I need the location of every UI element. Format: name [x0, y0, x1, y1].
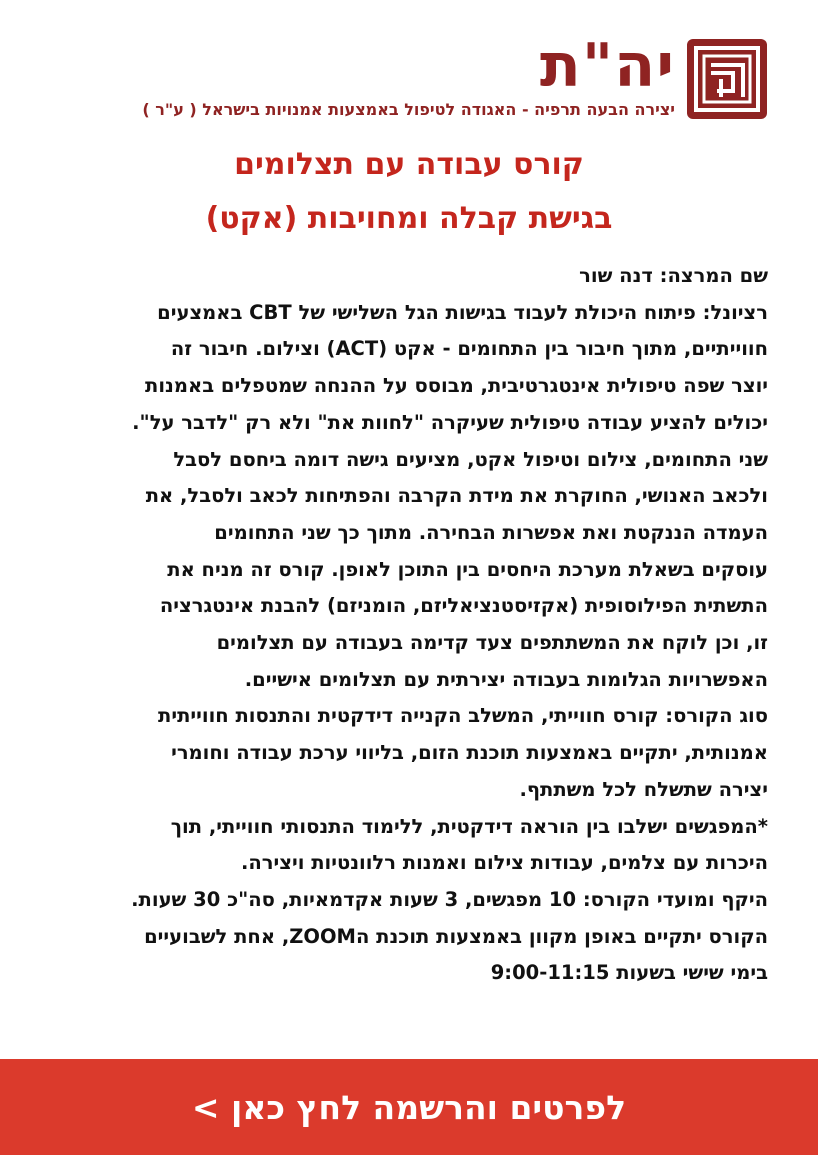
logo-emblem-icon	[687, 39, 767, 119]
page-title	[0, 138, 818, 246]
text-line: *המפגשים ישלבו בין הוראה דידקטית, ללימוד התנסותי חווייתי, תוך	[170, 814, 768, 838]
text-line: שם המרצה: דנה שור	[579, 264, 768, 287]
text-line: עוסקים בשאלת מערכת היחסים בין התוכן לאופן. קורס זה מניח את	[167, 557, 768, 581]
text-line: התשתית הפילוסופית (אקזיסטנציאליזם, הומניזם) להבנת אינטגרציה	[159, 594, 768, 618]
title-line: קורס עבודה עם תצלומים	[234, 147, 584, 182]
text-line: היקף ומועדי הקורס: 10 מפגשים, 3 שעות אקדמאיות, סה"כ 30 שעות.	[131, 887, 768, 911]
text-line: זו, וכן לוקח את המשתתפים צעד קדימה בעבודה עם תצלומים	[216, 631, 768, 655]
text-line: יכולים להציע עבודה טיפולית שעיקרה "לחוות את" ולא רק "לדבר על".	[132, 410, 768, 434]
text-line: אמנותית, יתקיים באמצעות תוכנת הזום, בליווי ערכת עבודה וחומרי	[171, 741, 768, 765]
course-description	[44, 258, 768, 992]
text-line: חווייתיים, מתוך חיבור בין התחומים - אקט (ACT) וצילום. חיבור זה	[170, 337, 768, 361]
text-line: יצירה שתשלח לכל משתתף.	[519, 777, 768, 801]
text-line: בימי שישי בשעות 9:00-11:15	[490, 961, 768, 985]
logo-text: יה"ת	[539, 31, 675, 101]
text-line: ולכאב האנושי, החוקרת את מידת הקרבה והפתיחות לכאב ולסבל, את	[145, 484, 768, 508]
title-line: בגישת קבלה ומחויבות (אקט)	[205, 201, 613, 236]
header	[0, 30, 818, 130]
text-line: היכרות עם צלמים, עבודות צילום ואמנות רלוונטיות ויצירה.	[240, 851, 768, 875]
text-line: סוג הקורס: קורס חווייתי, המשלב הקנייה דידקטית והתנסות חווייתית	[158, 704, 768, 728]
text-line: העמדה הננקטת ואת אפשרות הבחירה. מתוך כך שני התחומים	[214, 520, 768, 544]
text-line: האפשרויות הגלומות בעבודה יצירתית עם תצלומים אישיים.	[244, 667, 768, 691]
text-line: שני התחומים, צילום וטיפול אקט, מציעים גישה דומה ביחסם לסבל	[173, 447, 768, 471]
register-button[interactable]: לפרטים והרשמה לחץ כאן >	[0, 1059, 818, 1155]
tagline: יצירה הבעה תרפיה - האגודה לטיפול באמצעות אמנויות בישראל ( ע"ר )	[142, 100, 675, 119]
text-line: הקורס יתקיים באופן מקוון באמצעות תוכנת הZOOM, אחת לשבועיים	[144, 924, 768, 948]
text-line: רציונל: פיתוח היכולת לעבוד בגישות הגל השלישי של CBT באמצעים	[157, 300, 768, 324]
text-line: יוצר שפה טיפולית אינטגרטיבית, מבוסס על ההנחה שמטפלים באמנות	[145, 374, 768, 398]
